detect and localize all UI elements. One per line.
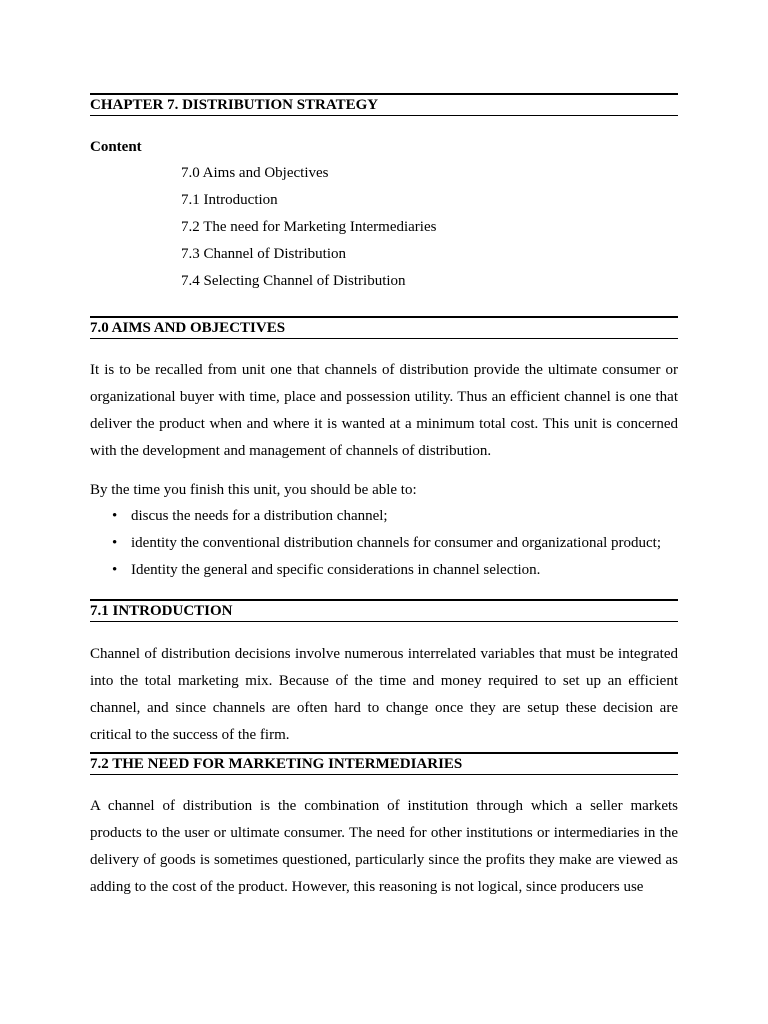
objective-text: identity the conventional distribution channels for consumer and organizational product; xyxy=(131,535,662,551)
list-item xyxy=(90,503,661,530)
toc-item-7-2: 7.2 The need for Marketing Intermediaries xyxy=(181,219,437,235)
toc-item-7-0: 7.0 Aims and Objectives xyxy=(181,165,329,181)
bullet-icon: • xyxy=(112,508,118,524)
chapter-heading: CHAPTER 7. DISTRIBUTION STRATEGY xyxy=(90,93,678,116)
toc-item-7-3: 7.3 Channel of Distribution xyxy=(181,246,346,262)
table-of-contents xyxy=(181,160,436,295)
section-heading-aims: 7.0 AIMS AND OBJECTIVES xyxy=(90,316,678,339)
toc-item-7-1: 7.1 Introduction xyxy=(181,192,278,208)
bullet-icon: • xyxy=(112,562,118,578)
objectives-lead-in: By the time you finish this unit, you should be able to: xyxy=(90,482,417,498)
toc-item-7-4: 7.4 Selecting Channel of Distribution xyxy=(181,273,406,289)
section-heading-introduction: 7.1 INTRODUCTION xyxy=(90,599,678,622)
intermediaries-paragraph: A channel of distribution is the combination of institution through which a seller markets products to the user or ultimate consumer. The need for other institutions or intermediaries in the delivery of goods is sometimes questioned, particularly since the profits they make are viewed as adding to the cost of the product. However, this reasoning is not logical, since producers use xyxy=(90,798,678,895)
introduction-paragraph: Channel of distribution decisions involve numerous interrelated variables that must be integrated into the total marketing mix. Because of the time and money required to set up an efficient channel, and since channels are often hard to change once they are setup these decision are critical to the success of the firm. xyxy=(90,646,678,743)
bullet-icon: • xyxy=(112,535,118,551)
list-item xyxy=(90,530,661,557)
objective-text: discus the needs for a distribution channel; xyxy=(131,508,388,524)
section-heading-intermediaries: 7.2 THE NEED FOR MARKETING INTERMEDIARIES xyxy=(90,752,678,775)
content-label: Content xyxy=(90,139,142,155)
objectives-list xyxy=(90,503,661,584)
list-item xyxy=(90,557,661,584)
aims-paragraph: It is to be recalled from unit one that channels of distribution provide the ultimate consumer or organizational buyer with time, place and possession utility. Thus an efficient channel is one that deliver the product when and where it is wanted at a minimum total cost. This unit is concerned with the development and management of channels of distribution. xyxy=(90,362,678,459)
objective-text: Identity the general and specific considerations in channel selection. xyxy=(131,562,541,578)
